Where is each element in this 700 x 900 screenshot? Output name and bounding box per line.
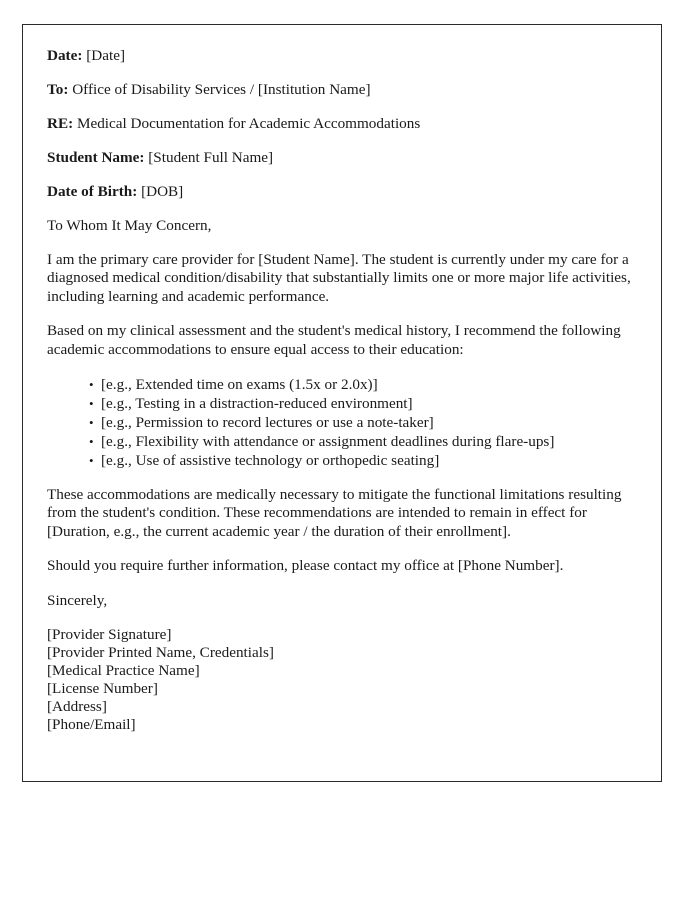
- body-paragraph-recommendation: Based on my clinical assessment and the student's medical history, I recommend the following academic accommodations to ensure equal access to their education:: [47, 322, 621, 358]
- header-field-date: [47, 47, 637, 65]
- list-item: • [e.g., Permission to record lectures or use a note-taker]: [89, 413, 637, 432]
- header-field-re: [47, 115, 637, 133]
- header-field-label: To:: [47, 81, 69, 98]
- signature-line-practice-name: [Medical Practice Name]: [47, 661, 200, 679]
- signature-line-phone-email: [Phone/Email]: [47, 715, 136, 733]
- signature-line-license-number: [License Number]: [47, 679, 158, 697]
- header-field-value: Office of Disability Services / [Institution Name]: [72, 81, 371, 98]
- signature-block: [47, 626, 637, 734]
- header-field-label: Date:: [47, 47, 83, 64]
- list-item: • [e.g., Flexibility with attendance or assignment deadlines during flare-ups]: [89, 432, 637, 451]
- header-field-value: [Student Full Name]: [148, 149, 274, 166]
- body-paragraph-contact: Should you require further information, please contact my office at [Phone Number].: [47, 557, 564, 575]
- signature-line-provider-signature: [Provider Signature]: [47, 625, 172, 643]
- salutation: To Whom It May Concern,: [47, 217, 212, 234]
- sign-off: Sincerely,: [47, 591, 108, 609]
- body-paragraph-intro: I am the primary care provider for [Student Name]. The student is currently under my care for a diagnosed medical condition/disability that substantially limits one or more major life activities, including learning and academic performance.: [47, 251, 631, 305]
- letter-page: [22, 24, 662, 782]
- header-field-value: Medical Documentation for Academic Accommodations: [76, 115, 421, 132]
- signature-line-printed-name: [Provider Printed Name, Credentials]: [47, 643, 274, 661]
- list-item: • [e.g., Testing in a distraction-reduced environment]: [89, 394, 637, 413]
- list-item: • [e.g., Extended time on exams (1.5x or 2.0x)]: [89, 375, 637, 394]
- accommodations-list: [47, 375, 637, 470]
- header-field-to: [47, 81, 637, 99]
- header-field-label: Date of Birth:: [47, 183, 138, 200]
- header-field-date-of-birth: [47, 183, 637, 201]
- header-field-student-name: [47, 149, 637, 167]
- signature-line-address: [Address]: [47, 697, 107, 715]
- header-field-label: RE:: [47, 115, 74, 132]
- letter-header-fields: [47, 47, 637, 201]
- body-paragraph-necessity: These accommodations are medically necessary to mitigate the functional limitations resulting from the student's condition. These recommendations are intended to remain in effect for [Duration, e.g., the current academic year / the duration of their enrollment].: [47, 486, 622, 540]
- letter-content: [23, 25, 661, 734]
- header-field-value: [Date]: [86, 47, 126, 64]
- header-field-label: Student Name:: [47, 149, 145, 166]
- header-field-value: [DOB]: [141, 183, 184, 200]
- list-item: • [e.g., Use of assistive technology or orthopedic seating]: [89, 451, 637, 470]
